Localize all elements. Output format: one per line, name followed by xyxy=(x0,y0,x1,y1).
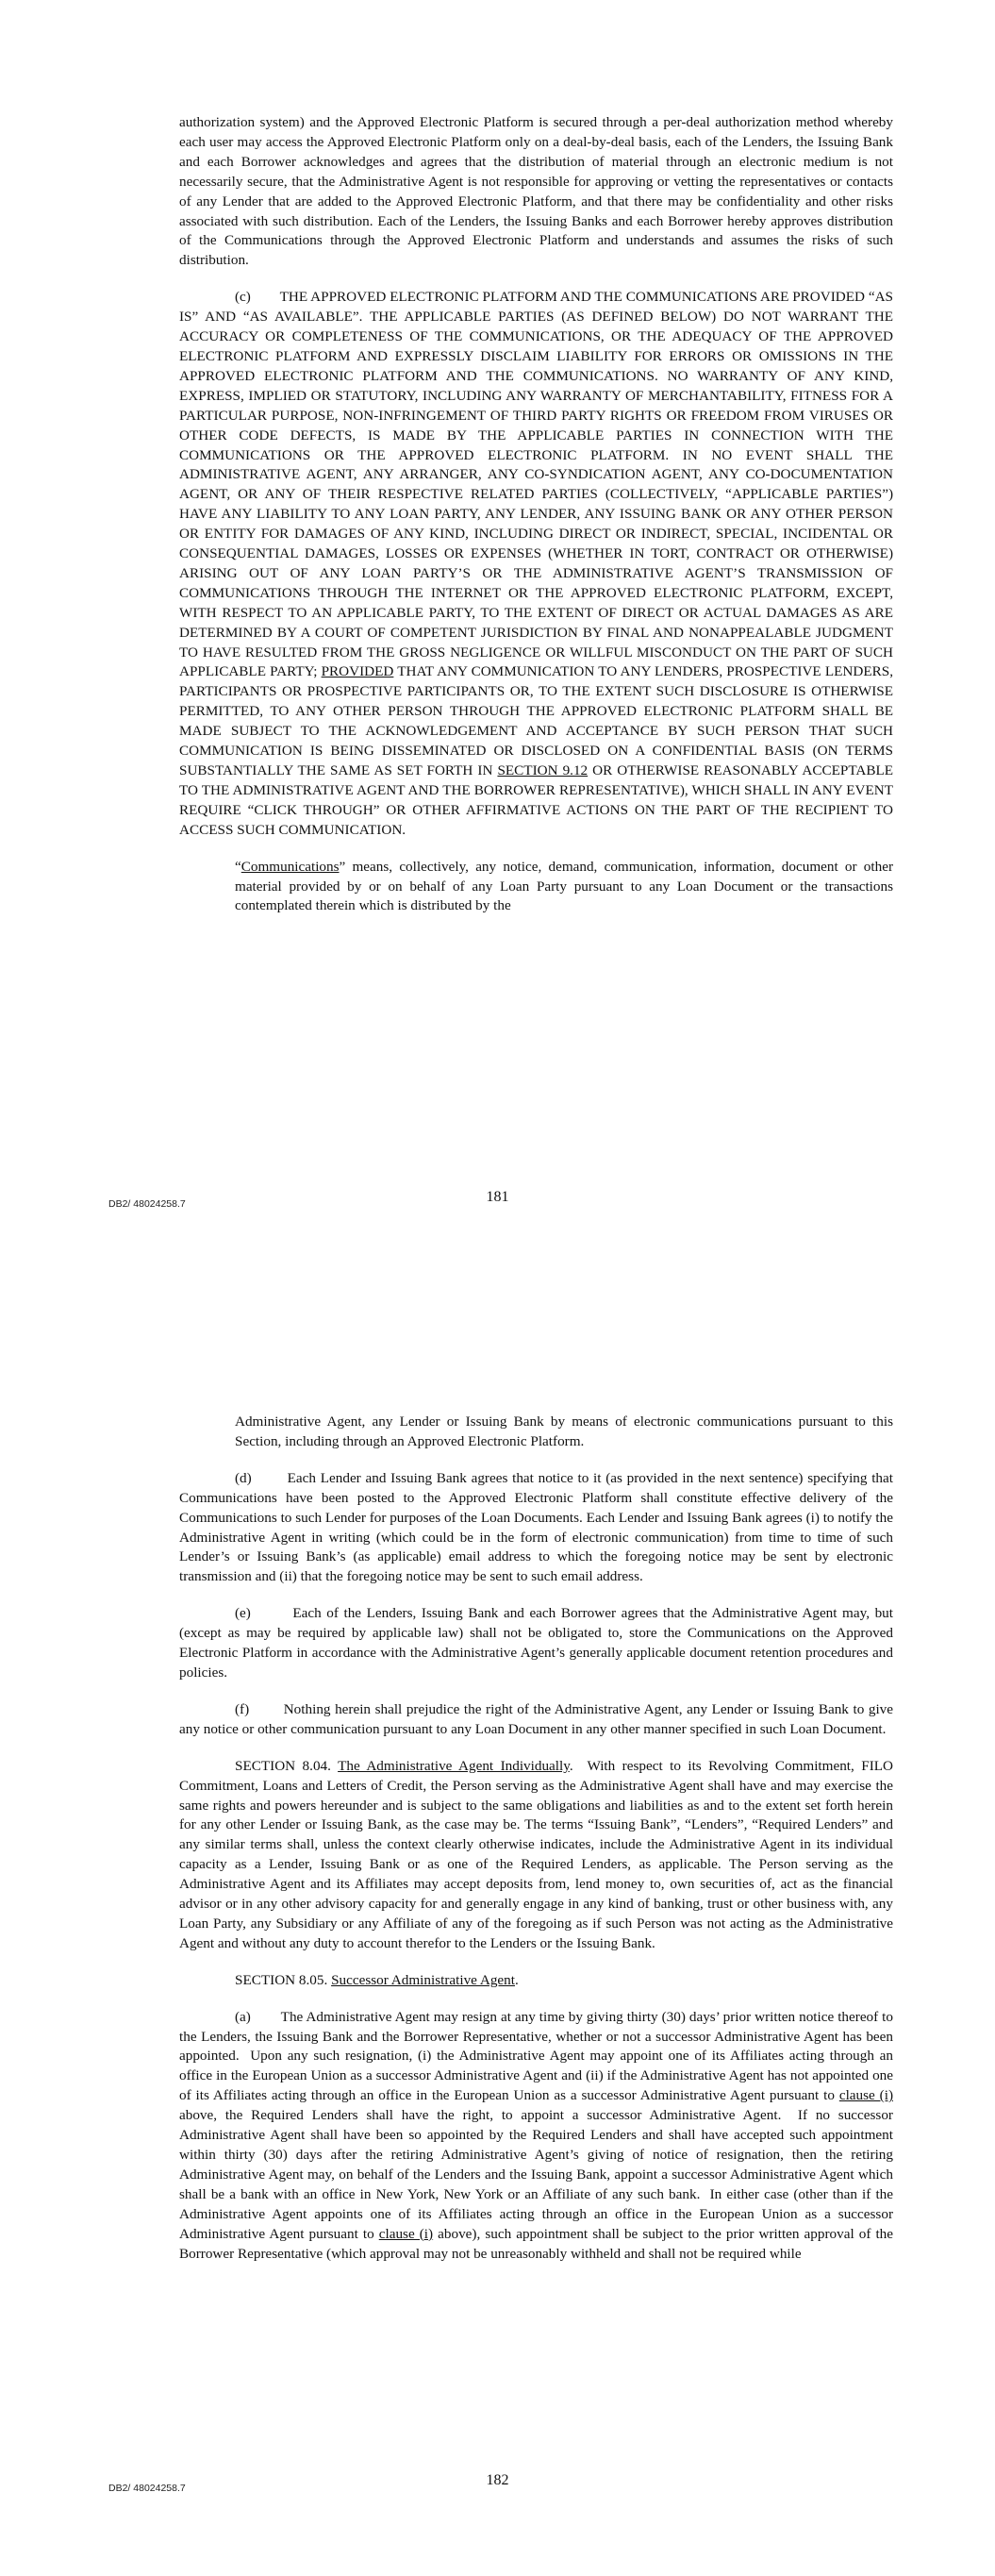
section-title: Successor Administrative Agent xyxy=(331,1971,515,1988)
page-body xyxy=(179,113,893,933)
section-label: SECTION 8.04. xyxy=(235,1757,331,1774)
provided-term: PROVIDED xyxy=(321,663,394,680)
paragraph-f: (f) Nothing herein shall prejudice the right of the Administrative Agent, any Lender or Issuing Bank to give any notice or other communication pursuant to any Loan Document in any other manner specified in such Loan Document. xyxy=(179,1700,893,1737)
document-id: DB2/ 48024258.7 xyxy=(108,1198,186,1210)
disclaimer-text-3: OR OTHERWISE REASONABLY ACCEPTABLE TO THE ADMINISTRATIVE AGENT AND THE BORROWER REPRESENTATIVE), WHICH SHALL IN ANY EVENT REQUIRE “CLICK THROUGH” OR OTHER AFFIRMATIVE ACTIONS ON THE PART OF THE RECIPIENT TO ACCESS SUCH COMMUNICATION. xyxy=(179,762,894,838)
paragraph-a-text-3: above), such appointment shall be subject to the prior written approval of the Borrower Representative (which approval may not be unreasonably withheld and shall not be required while xyxy=(179,2225,894,2262)
page-body xyxy=(179,1413,893,2281)
paragraph-continuation: authorization system) and the Approved Electronic Platform is secured through a per-deal authorization method whereby each user may access the Approved Electronic Platform only on a deal-by-deal basis, each of the Lenders, the Issuing Bank and each Borrower acknowledges and agrees that the distribution of material through an electronic medium is not necessarily secure, that the Administrative Agent is not responsible for approving or vetting the representatives or contacts of any Lender that are added to the Approved Electronic Platform, and that there may be confidentiality and other risks associated with such distribution. Each of the Lenders, the Issuing Banks and each Borrower hereby approves distribution of the Communications through the Approved Electronic Platform and understands and assumes the risks of such distribution. xyxy=(179,114,893,269)
section-label: SECTION 8.05. xyxy=(235,1971,328,1988)
communications-definition xyxy=(235,858,893,917)
definition-continuation: Administrative Agent, any Lender or Issuing Bank by means of electronic communications pursuant to this Section, including through an Approved Electronic Platform. xyxy=(235,1413,893,1449)
document-id: DB2/ 48024258.7 xyxy=(108,2483,186,2494)
paragraph-d: (d) Each Lender and Issuing Bank agrees that notice to it (as provided in the next sentence) specifying that Communications have been posted to the Approved Electronic Platform shall constitute effective delivery of the Communications to such Lender for purposes of the Loan Documents. Each Lender and Issuing Bank agrees (i) to notify the Administrative Agent in writing (which could be in the form of electronic communication) from time to time of such Lender’s or Issuing Bank’s (as applicable) email address to which the foregoing notice may be sent by electronic transmission and (ii) that the foregoing notice may be sent to such email address. xyxy=(179,1469,893,1585)
clause-reference: clause (i) xyxy=(378,2225,434,2242)
clause-reference: clause (i) xyxy=(838,2087,893,2104)
section-text: . With respect to its Revolving Commitment, FILO Commitment, Loans and Letters of Credit, the Person serving as the Administrative Agent shall have and may exercise the same rights and powers hereunder and is subject to the same obligations and liabilities as and to the extent set forth herein for any other Lender or Issuing Bank, as the case may be. The terms “Issuing Bank”, “Lenders”, “Required Lenders” and any similar terms shall, unless the context clearly otherwise indicates, include the Administrative Agent in its individual capacity as a Lender, Issuing Bank or as one of the Required Lenders, as applicable. The Person serving as the Administrative Agent and its Affiliates may accept deposits from, lend money to, own securities of, act as the financial advisor or in any other advisory capacity for and generally engage in any kind of banking, trust or other business with, any Loan Party, any Subsidiary or any Affiliate of any of the foregoing as if such Person was not acting as the Administrative Agent and without any duty to account therefor to the Lenders or the Issuing Bank. xyxy=(179,1757,893,1951)
section-title: The Administrative Agent Individually xyxy=(338,1757,570,1774)
page-182 xyxy=(0,1288,995,2576)
page-number: 181 xyxy=(486,1189,509,1205)
page-number: 182 xyxy=(486,2472,509,2488)
section-8-05-heading xyxy=(179,1971,893,1991)
section-reference: SECTION 9.12 xyxy=(497,762,589,778)
paragraph-a-text-1: (a) The Administrative Agent may resign at any time by giving thirty (30) days’ prior written notice thereof to the Lenders, the Issuing Bank and the Borrower Representative, whether or not a successor Administrative Agent has been appointed. Upon any such resignation, (i) the Administrative Agent may appoint one of its Affiliates acting through an office in the European Union as a successor Administrative Agent and (ii) if the Administrative Agent has not appointed one of its Affiliates acting through an office in the European Union as a successor Administrative Agent pursuant to xyxy=(179,2008,893,2104)
section-period: . xyxy=(514,1971,519,1988)
disclaimer-text-1: (c) THE APPROVED ELECTRONIC PLATFORM AND THE COMMUNICATIONS ARE PROVIDED “AS IS” AND “AS AVAILABLE”. THE APPLICABLE PARTIES (AS DEFINED BELOW) DO NOT WARRANT THE ACCURACY OR COMPLETENESS OF THE COMMUNICATIONS, OR THE ADEQUACY OF THE APPROVED ELECTRONIC PLATFORM AND EXPRESSLY DISCLAIM LIABILITY FOR ERRORS OR OMISSIONS IN THE APPROVED ELECTRONIC PLATFORM AND THE COMMUNICATIONS. NO WARRANTY OF ANY KIND, EXPRESS, IMPLIED OR STATUTORY, INCLUDING ANY WARRANTY OF MERCHANTABILITY, FITNESS FOR A PARTICULAR PURPOSE, NON-INFRINGEMENT OF THIRD PARTY RIGHTS OR FREEDOM FROM VIRUSES OR OTHER CODE DEFECTS, IS MADE BY THE APPLICABLE PARTIES IN CONNECTION WITH THE COMMUNICATIONS OR THE APPROVED ELECTRONIC PLATFORM. IN NO EVENT SHALL THE ADMINISTRATIVE AGENT, ANY ARRANGER, ANY CO-SYNDICATION AGENT, ANY CO-DOCUMENTATION AGENT, OR ANY OF THEIR RESPECTIVE RELATED PARTIES (COLLECTIVELY, “APPLICABLE PARTIES”) HAVE ANY LIABILITY TO ANY LOAN PARTY, ANY LENDER, ANY ISSUING BANK OR ANY OTHER PERSON OR ENTITY FOR DAMAGES OF ANY KIND, INCLUDING DIRECT OR INDIRECT, SPECIAL, INCIDENTAL OR CONSEQUENTIAL DAMAGES, LOSSES OR EXPENSES (WHETHER IN TORT, CONTRACT OR OTHERWISE) ARISING OUT OF ANY LOAN PARTY’S OR THE ADMINISTRATIVE AGENT’S TRANSMISSION OF COMMUNICATIONS THROUGH THE INTERNET OR THE APPROVED ELECTRONIC PLATFORM, EXCEPT, WITH RESPECT TO AN APPLICABLE PARTY, TO THE EXTENT OF DIRECT OR ACTUAL DAMAGES AS ARE DETERMINED BY A COURT OF COMPETENT JURISDICTION BY FINAL AND NONAPPEALABLE JUDGMENT TO HAVE RESULTED FROM THE GROSS NEGLIGENCE OR WILLFUL MISCONDUCT ON THE PART OF SUCH APPLICABLE PARTY; xyxy=(179,289,893,680)
paragraph-c-disclaimer xyxy=(179,288,893,840)
open-quote: “ xyxy=(235,858,241,875)
paragraph-a-text-2: above, the Required Lenders shall have the right, to appoint a successor Administrative Agent. If no successor Administrative Agent shall have been so appointed by the Required Lenders and shall have accepted such appointment within thirty (30) days after the retiring Administrative Agent’s giving of notice of resignation, then the retiring Administrative Agent may, on behalf of the Lenders and the Issuing Bank, appoint a successor Administrative Agent which shall be a bank with an office in New York, New York or an Affiliate of any such bank. In either case (other than if the Administrative Agent appoints one of its Affiliates acting through an office in the European Union as a successor Administrative Agent pursuant to xyxy=(179,2107,893,2242)
definition-text: ” means, collectively, any notice, demand, communication, information, document or other material provided by or on behalf of any Loan Party pursuant to any Loan Document or the transactions contemplated therein which is distributed by the xyxy=(235,858,893,914)
paragraph-e: (e) Each of the Lenders, Issuing Bank and each Borrower agrees that the Administrative Agent may, but (except as may be required by applicable law) shall not be obligated to, store the Communications on the Approved Electronic Platform in accordance with the Administrative Agent’s generally applicable document retention procedures and policies. xyxy=(179,1605,893,1681)
defined-term: Communications xyxy=(240,858,340,875)
section-8-04 xyxy=(179,1757,893,1954)
disclaimer-text-2: THAT ANY COMMUNICATION TO ANY LENDERS, PROSPECTIVE LENDERS, PARTICIPANTS OR PROSPECTIVE PARTICIPANTS OR, TO THE EXTENT SUCH DISCLOSURE IS OTHERWISE PERMITTED, TO ANY OTHER PERSON THROUGH THE APPROVED ELECTRONIC PLATFORM SHALL BE MADE SUBJECT TO THE ACKNOWLEDGEMENT AND ACCEPTANCE BY SUCH PERSON THAT SUCH COMMUNICATION IS BEING DISSEMINATED OR DISCLOSED ON A CONFIDENTIAL BASIS (ON TERMS SUBSTANTIALLY THE SAME AS SET FORTH IN xyxy=(179,663,894,778)
paragraph-a xyxy=(179,2008,893,2265)
